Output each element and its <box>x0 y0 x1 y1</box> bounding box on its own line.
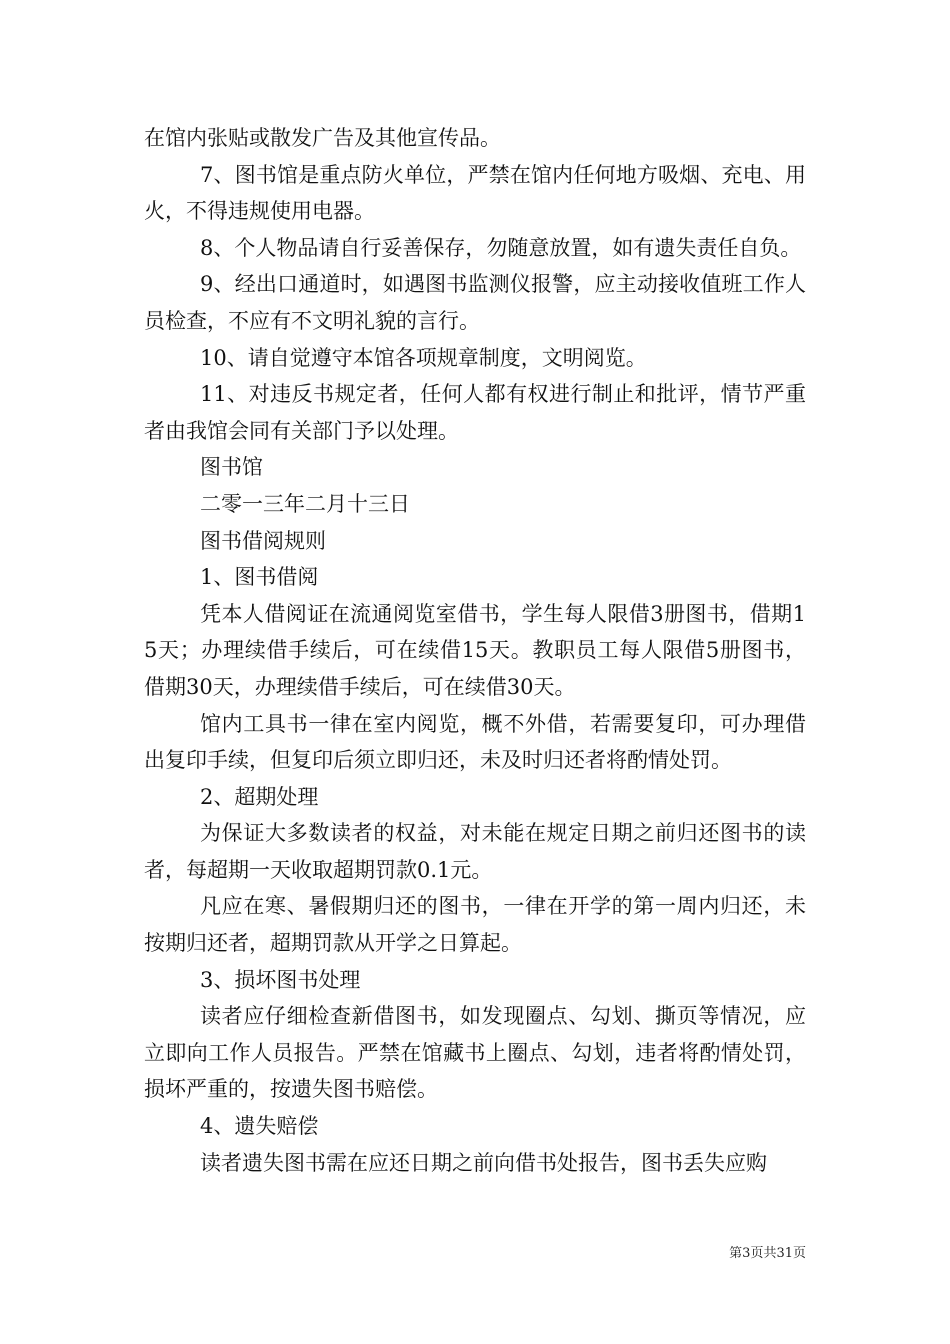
signature-organization: 图书馆 <box>200 455 263 480</box>
paragraph-vacation-return: 凡应在寒、暑假期归还的图书，一律在开学的第一周内归还，未按期归还者，超期罚款从开学之日算起。 <box>144 894 806 956</box>
signature-date: 二零一三年二月十三日 <box>200 491 410 516</box>
paragraph-reference-books: 馆内工具书一律在室内阅览，概不外借，若需要复印，可办理借出复印手续，但复印后须立即归还，未及时归还者将酌情处罚。 <box>144 711 806 773</box>
rule-item-10: 10、请自觉遵守本馆各项规章制度，文明阅览。 <box>200 345 647 370</box>
paragraph-continuation: 在馆内张贴或散发广告及其他宣传品。 <box>144 126 501 150</box>
rule-item-7: 7、图书馆是重点防火单位，严禁在馆内任何地方吸烟、充电、用火，不得违规使用电器。 <box>144 162 806 224</box>
rule-item-8: 8、个人物品请自行妥善保存，勿随意放置，如有遗失责任自负。 <box>200 235 802 260</box>
paragraph-borrowing-limits: 凭本人借阅证在流通阅览室借书，学生每人限借3册图书，借期15天；办理续借手续后，可在续借15天。教职员工每人限借5册图书，借期30天，办理续借手续后，可在续借30天。 <box>144 601 806 699</box>
paragraph-damage-rules: 读者应仔细检查新借图书，如发现圈点、勾划、撕页等情况，应立即向工作人员报告。严禁在馆藏书上圈点、勾划，违者将酌情处罚，损坏严重的，按遗失图书赔偿。 <box>144 1004 806 1102</box>
document-body <box>144 120 806 1181</box>
rule-item-11: 11、对违反书规定者，任何人都有权进行制止和批评，情节严重者由我馆会同有关部门予以处理。 <box>144 382 806 443</box>
section-heading-borrowing: 1、图书借阅 <box>200 565 319 590</box>
paragraph-loss-compensation: 读者遗失图书需在应还日期之前向借书处报告，图书丢失应购 <box>200 1150 767 1175</box>
paragraph-overdue-fine: 为保证大多数读者的权益，对未能在规定日期之前归还图书的读者，每超期一天收取超期罚款0.1元。 <box>144 821 806 882</box>
section-heading-loss: 4、遗失赔偿 <box>200 1114 319 1139</box>
section-heading-damage: 3、损坏图书处理 <box>200 967 361 992</box>
rule-item-9: 9、经出口通道时，如遇图书监测仪报警，应主动接收值班工作人员检查，不应有不文明礼貌的言行。 <box>144 272 806 333</box>
page-number: 第3页共31页 <box>729 1246 806 1261</box>
section-heading-overdue: 2、超期处理 <box>200 784 319 809</box>
section-title: 图书借阅规则 <box>200 528 326 553</box>
